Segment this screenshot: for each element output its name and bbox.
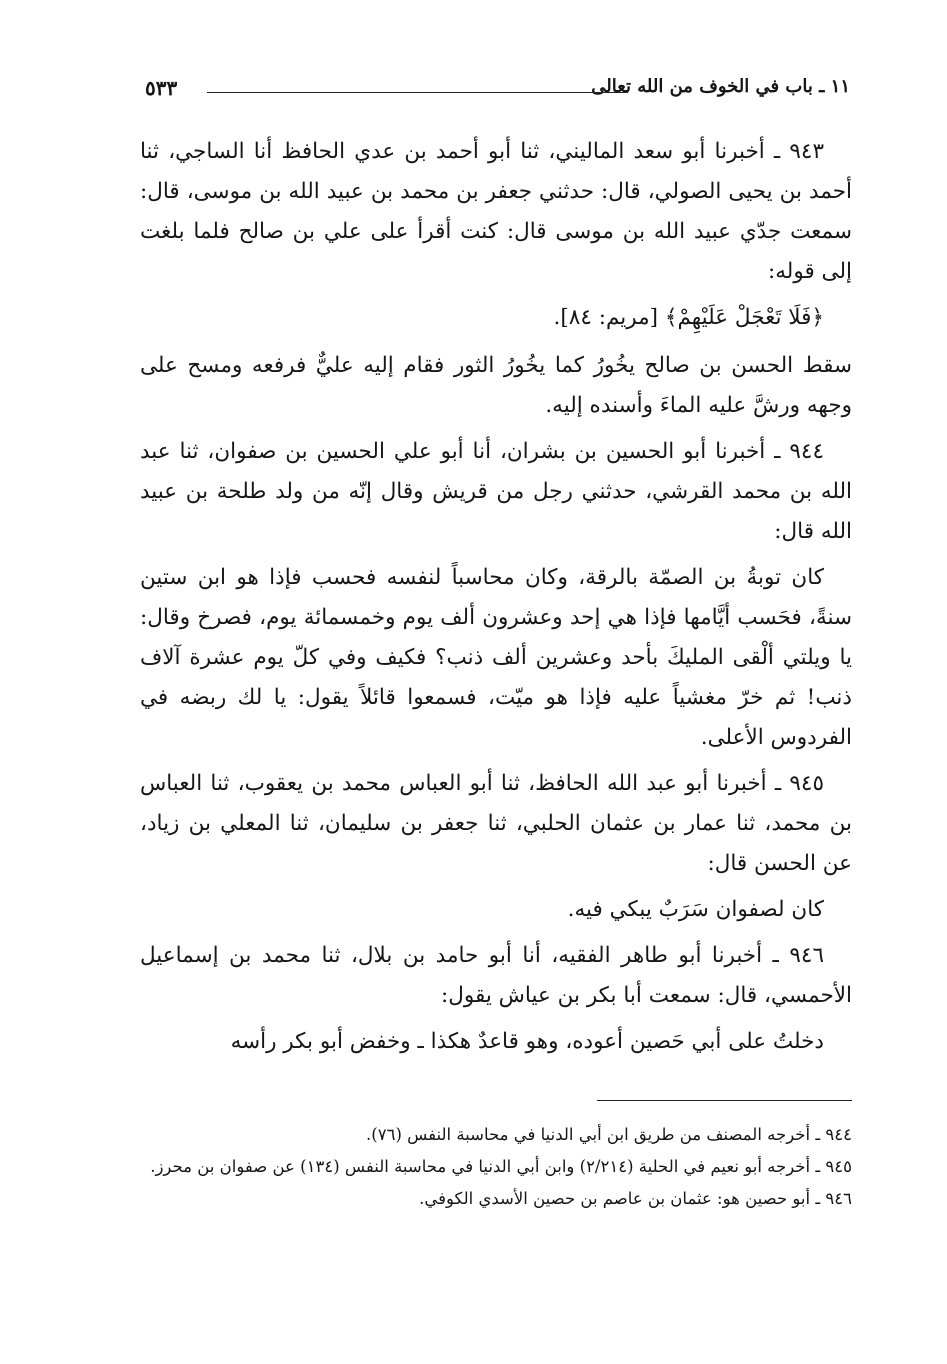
hadith-943-text: سقط الحسن بن صالح يخُورُ كما يخُورُ الثور فقام إليه عليٌّ فرفعه ومسح على وجهه ورشَّ عليه الماءَ وأسنده إليه. [140,353,852,418]
chapter-title: ١١ ـ باب في الخوف من الله تعالى [591,76,850,97]
hadith-945-text: كان لصفوان سَرَبٌ يبكي فيه. [567,897,824,922]
footnote-946: ٩٤٦ ـ أبو حصين هو: عثمان بن عاصم بن حصين الأسدي الكوفي. [419,1189,852,1208]
hadith-945: ٩٤٥ ـ أخبرنا أبو عبد الله الحافظ، ثنا أبو العباس محمد بن يعقوب، ثنا العباس بن محمد، ثنا عمار بن عثمان الحلبي، ثنا جعفر بن سليمان، ثنا المعلي بن زياد، عن الحسن قال: [140,771,852,876]
header-rule [207,92,628,93]
hadith-944: ٩٤٤ ـ أخبرنا أبو الحسين بن بشران، أنا أبو علي الحسين بن صفوان، ثنا عبد الله بن محمد القرشي، حدثني رجل من قريش وقال إنّه من ولد طلحة بن عبيد الله قال: [140,439,852,544]
footnote-rule [597,1100,852,1101]
quran-verse: ﴿فَلَا تَعْجَلْ عَلَيْهِمْ﴾ [مريم: ٨٤]. [553,305,824,330]
page-number: ٥٣٣ [145,76,178,100]
footnote-944: ٩٤٤ ـ أخرجه المصنف من طريق ابن أبي الدنيا في محاسبة النفس (٧٦). [366,1125,852,1144]
footnotes [140,1120,852,1216]
hadith-946-text: دخلتُ على أبي حَصين أعوده، وهو قاعدٌ هكذا ـ وخفض أبو بكر رأسه [230,1029,824,1054]
hadith-944-text: كان توبةُ بن الصمّة بالرقة، وكان محاسباً لنفسه فحسب فإذا هو ابن ستين سنةً، فحَسب أيَّامها فإذا هي إحد وعشرون ألف يوم وخمسمائة يوم، فصرخ وقال: يا ويلتي ألْقى المليكَ بأحد وعشرين ألف ذنب؟ فكيف وفي كلّ يوم عشرة آلاف ذنب! ثم خرّ مغشياً عليه فإذا هو ميّت، فسمعوا قائلاً يقول: يا لك ربضه في الفردوس الأعلى. [140,565,852,750]
hadith-943: ٩٤٣ ـ أخبرنا أبو سعد الماليني، ثنا أبو أحمد بن عدي الحافظ أنا الساجي، ثنا أحمد بن يحيى الصولي، قال: حدثني جعفر بن محمد بن عبيد الله بن موسى، قال: سمعت جدّي عبيد الله بن موسى قال: كنت أقرأ على علي بن صالح فلما بلغت إلى قوله: [140,139,852,284]
hadith-946: ٩٤٦ ـ أخبرنا أبو طاهر الفقيه، أنا أبو حامد بن بلال، ثنا محمد بن إسماعيل الأحمسي، قال: سمعت أبا بكر بن عياش يقول: [140,943,852,1008]
footnote-945: ٩٤٥ ـ أخرجه أبو نعيم في الحلية (٢/٢١٤) وابن أبي الدنيا في محاسبة النفس (١٣٤) عن صفوان بن محرز. [150,1157,852,1176]
main-text [140,132,852,1068]
running-header [145,72,850,108]
